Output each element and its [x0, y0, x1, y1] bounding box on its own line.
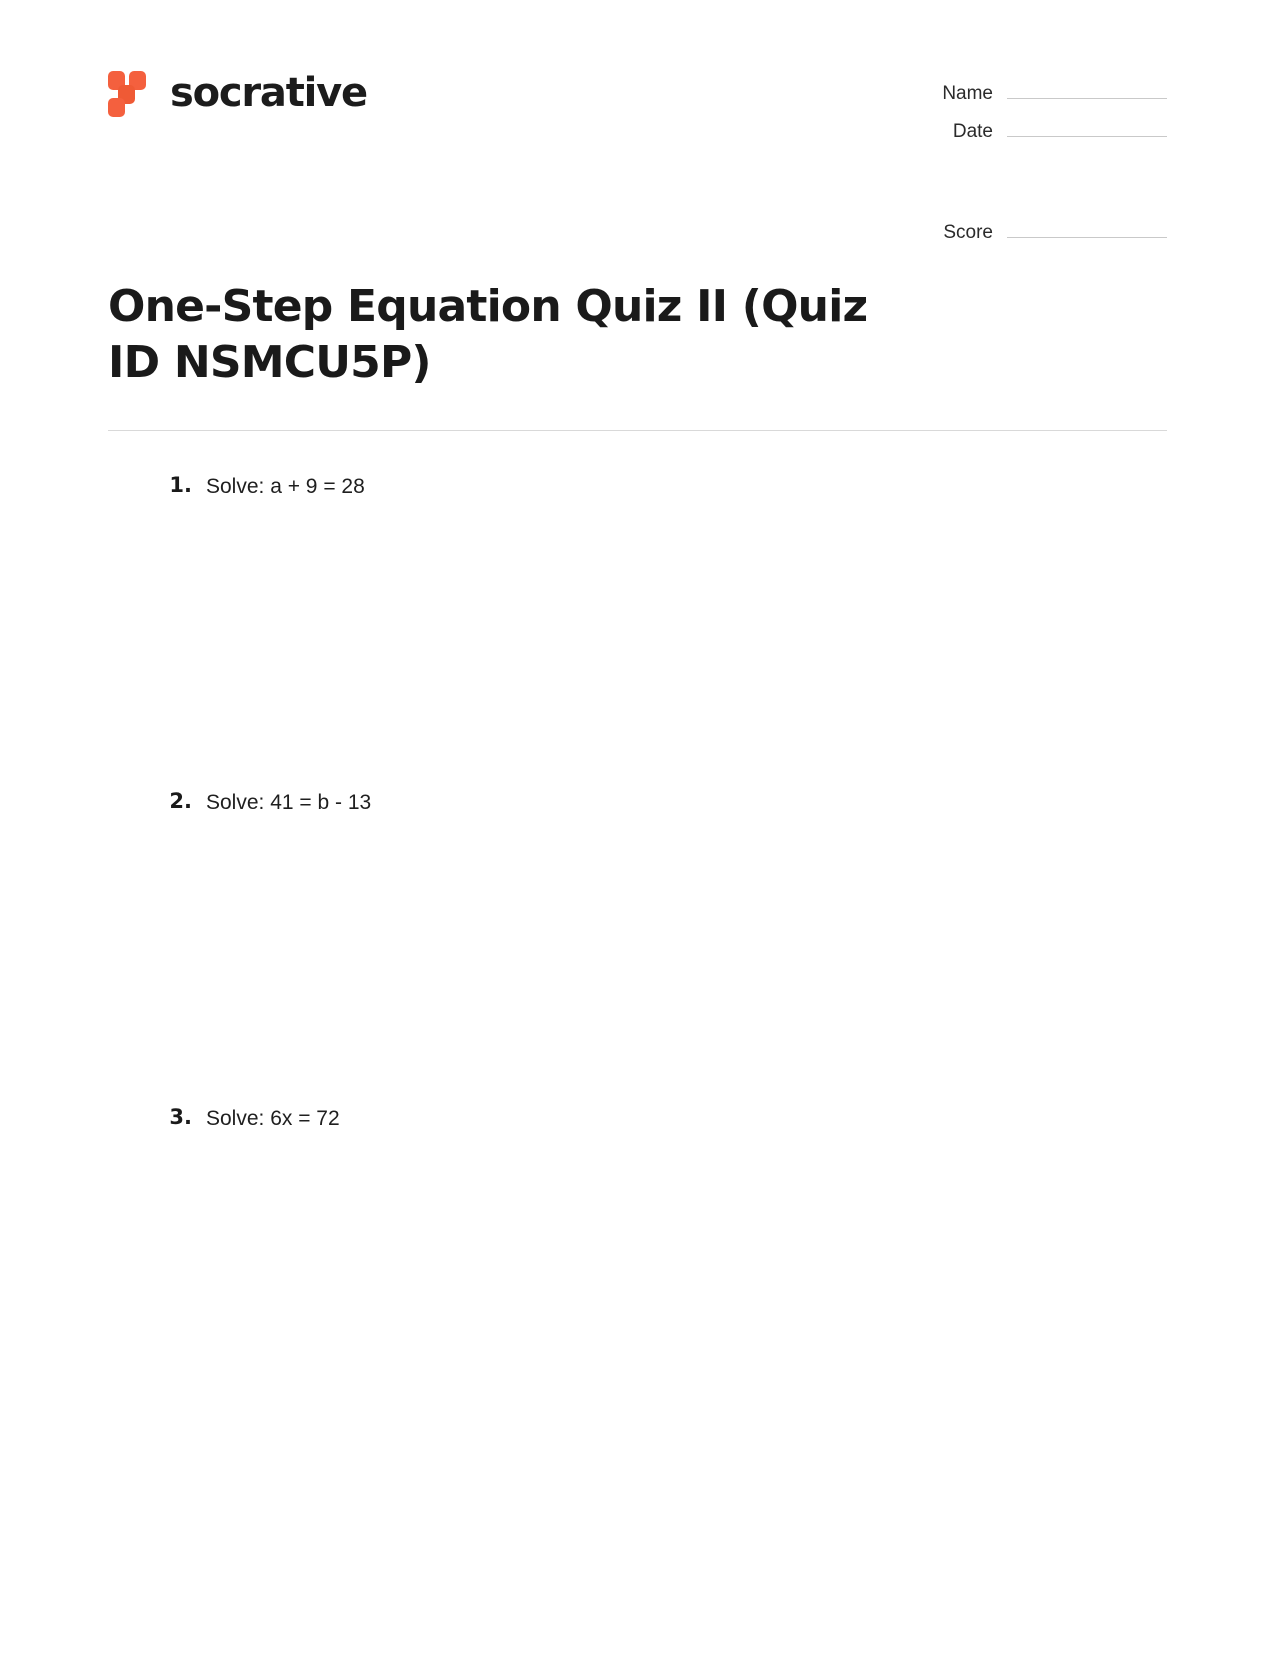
question-item — [108, 1105, 1167, 1133]
brand-logo — [108, 64, 367, 116]
student-info-block — [909, 64, 1167, 255]
score-label: Score — [943, 222, 993, 243]
question-text: Solve: 41 = b - 13 — [206, 790, 372, 814]
title-zone — [108, 279, 1167, 392]
question-item — [108, 789, 1167, 817]
question-item — [108, 473, 1167, 501]
question-number: 2. — [169, 788, 192, 813]
question-list — [108, 473, 1167, 1134]
question-text: Solve: a + 9 = 28 — [206, 474, 365, 498]
header-divider — [108, 430, 1167, 431]
date-row — [909, 116, 1167, 143]
brand-name: socrative — [170, 70, 367, 116]
page-header — [108, 56, 1167, 255]
question-text: Solve: 6x = 72 — [206, 1107, 340, 1131]
date-label: Date — [952, 121, 993, 142]
score-input[interactable] — [1007, 217, 1167, 238]
name-row — [909, 78, 1167, 105]
name-label: Name — [942, 83, 993, 104]
socrative-logo-icon — [108, 70, 154, 116]
score-row — [909, 217, 1167, 244]
page-title: One-Step Equation Quiz II (Quiz ID NSMCU5P) — [108, 281, 868, 389]
question-number: 3. — [169, 1105, 192, 1130]
name-input[interactable] — [1007, 78, 1167, 99]
question-number: 1. — [169, 472, 192, 497]
date-input[interactable] — [1007, 116, 1167, 137]
